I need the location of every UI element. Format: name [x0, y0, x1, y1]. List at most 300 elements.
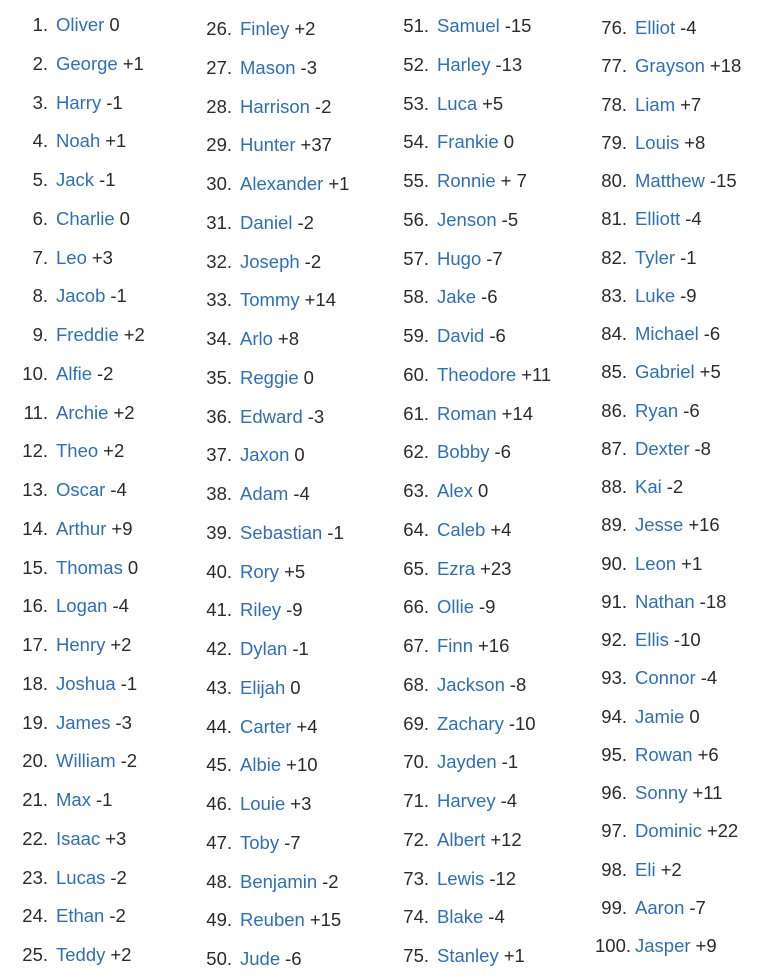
rank-change: -6 [285, 948, 302, 969]
rank-change: -1 [99, 169, 116, 190]
list-item [595, 90, 701, 120]
rank-number: 75. [403, 945, 429, 966]
rank-change: +8 [277, 328, 299, 349]
list-item [0, 49, 144, 79]
rank-number: 23. [22, 866, 48, 888]
rank-change: -2 [666, 476, 684, 497]
rank-number: 49. [206, 909, 232, 931]
rank-change: +4 [296, 715, 318, 737]
list-item [0, 940, 131, 970]
rank-number: 58. [403, 286, 429, 308]
list-item [195, 92, 331, 122]
rank-change: +2 [660, 858, 682, 880]
baby-name: Max [56, 789, 91, 810]
list-item [595, 319, 720, 349]
rank-change: +18 [709, 55, 742, 77]
rank-number: 48. [206, 870, 232, 892]
baby-name: Jude [240, 948, 281, 969]
list-item [595, 931, 717, 961]
rank-number: 72. [403, 828, 429, 850]
rank-change: +1 [328, 173, 350, 194]
rank-number: 67. [403, 635, 429, 656]
list-item [395, 515, 511, 545]
list-item [395, 166, 527, 196]
rank-change: -1 [501, 751, 519, 773]
rank-change: + 7 [500, 170, 527, 191]
rank-number: 63. [403, 480, 429, 501]
rank-number: 94. [601, 705, 627, 727]
list-item [595, 13, 697, 43]
rank-number: 34. [206, 328, 232, 349]
list-item [595, 434, 711, 464]
rank-change: +7 [680, 93, 702, 115]
baby-name: Jackson [437, 673, 505, 695]
rank-number: 1. [32, 14, 48, 35]
rank-number: 47. [206, 831, 232, 853]
list-item [0, 126, 126, 156]
baby-name: Nathan [635, 590, 695, 612]
rank-change: +2 [103, 440, 125, 462]
baby-name: Frankie [437, 131, 499, 153]
rank-change: -13 [495, 53, 523, 75]
list-item [195, 518, 344, 548]
list-item [195, 557, 305, 587]
baby-name: Louis [635, 131, 680, 153]
rank-change: -6 [481, 286, 498, 308]
rank-change: -2 [120, 750, 138, 772]
rank-change: +4 [490, 518, 512, 540]
baby-name: Grayson [635, 55, 705, 77]
list-item [0, 746, 137, 776]
rank-number: 80. [601, 170, 627, 191]
rank-number: 66. [403, 596, 429, 618]
rank-change: -3 [300, 56, 317, 78]
rank-change: -2 [109, 905, 126, 927]
baby-name: Harrison [240, 95, 310, 117]
rank-number: 91. [601, 590, 627, 612]
baby-name: Hunter [240, 134, 296, 156]
rank-number: 10. [22, 362, 48, 384]
rank-number: 7. [32, 246, 48, 268]
list-item [195, 363, 314, 393]
baby-name: Leo [56, 246, 87, 268]
baby-name: Alfie [56, 362, 92, 384]
list-item [595, 816, 738, 846]
list-item [395, 360, 551, 390]
rank-change: -10 [673, 629, 701, 650]
baby-name: Reuben [240, 909, 305, 931]
rank-change: -10 [508, 712, 536, 734]
rank-number: 78. [601, 93, 627, 115]
list-item [595, 472, 683, 502]
rank-change: -9 [286, 599, 303, 621]
list-item [395, 670, 526, 700]
rank-number: 43. [206, 676, 232, 698]
rank-change: -7 [486, 247, 503, 269]
rank-change: -2 [304, 250, 322, 272]
rank-change: -15 [709, 170, 737, 191]
baby-name: Joseph [240, 250, 300, 272]
rank-number: 77. [601, 55, 627, 77]
baby-name: Sebastian [240, 521, 323, 543]
baby-name: Oliver [56, 14, 105, 35]
rank-number: 89. [601, 514, 627, 536]
list-item [0, 553, 138, 583]
baby-name: Finley [240, 18, 290, 39]
rank-change: +2 [113, 401, 135, 423]
list-item [395, 321, 506, 351]
rank-number: 27. [206, 56, 232, 78]
list-item [395, 282, 498, 312]
baby-name: Eli [635, 858, 656, 880]
rank-change: -1 [110, 285, 127, 307]
list-item [0, 901, 126, 931]
rank-number: 51. [403, 15, 429, 36]
rank-change: -1 [292, 638, 309, 659]
rank-change: +1 [105, 130, 127, 152]
baby-name: Jenson [437, 208, 497, 230]
list-item [595, 357, 721, 387]
baby-name: Joshua [56, 672, 116, 694]
rank-change: +9 [695, 935, 717, 956]
list-item [0, 10, 120, 40]
rank-change: +23 [480, 557, 512, 579]
rank-number: 95. [601, 743, 627, 765]
baby-name: David [437, 325, 485, 346]
list-item [195, 750, 318, 780]
baby-name: Henry [56, 634, 106, 655]
rank-number: 3. [32, 91, 48, 113]
rank-number: 24. [22, 905, 48, 927]
rank-number: 83. [601, 284, 627, 306]
baby-name: Jesse [635, 514, 684, 536]
baby-name: Archie [56, 401, 109, 423]
rank-number: 68. [403, 673, 429, 695]
baby-name: Reggie [240, 366, 299, 388]
rank-number: 87. [601, 437, 627, 459]
list-item [0, 243, 113, 273]
baby-name: James [56, 711, 111, 733]
list-item [195, 712, 318, 742]
rank-change: 0 [294, 444, 305, 466]
rank-change: 0 [478, 480, 489, 501]
baby-name: Theodore [437, 363, 517, 385]
list-item [595, 396, 700, 426]
rank-change: -4 [293, 483, 310, 504]
rank-change: -4 [680, 17, 697, 38]
rank-change: +3 [91, 246, 113, 268]
baby-name: Rowan [635, 743, 693, 765]
baby-name: Liam [635, 93, 676, 115]
baby-name: Arthur [56, 517, 107, 539]
baby-name: Isaac [56, 827, 101, 849]
baby-name: Connor [635, 667, 696, 689]
rank-number: 26. [206, 18, 232, 39]
rank-change: 0 [119, 207, 130, 229]
list-item [195, 867, 339, 897]
list-item [0, 204, 130, 234]
list-item [0, 436, 124, 466]
list-item [0, 165, 116, 195]
baby-name: Lewis [437, 867, 485, 889]
rank-change: -7 [284, 831, 301, 853]
baby-name: Elliot [635, 17, 676, 38]
rank-number: 52. [403, 53, 429, 75]
rank-change: -3 [115, 711, 132, 733]
list-item [195, 595, 303, 625]
rank-number: 53. [403, 92, 429, 114]
list-item [0, 630, 131, 660]
baby-name: Dominic [635, 820, 702, 842]
rank-change: +22 [706, 820, 739, 842]
rank-number: 90. [601, 552, 627, 574]
baby-name: Zachary [437, 712, 504, 734]
rank-number: 85. [601, 361, 627, 383]
rank-number: 41. [206, 599, 232, 621]
rank-number: 39. [206, 521, 232, 543]
rank-change: +11 [521, 363, 552, 385]
rank-change: -8 [694, 437, 711, 459]
rank-change: -4 [700, 667, 718, 689]
rank-number: 70. [403, 751, 429, 773]
baby-name: Carter [240, 715, 292, 737]
baby-name: Caleb [437, 518, 486, 540]
list-item [0, 320, 145, 350]
rank-change: -9 [680, 284, 697, 306]
baby-name: Kai [635, 476, 662, 497]
list-item [195, 247, 321, 277]
rank-number: 15. [22, 556, 48, 578]
rank-number: 4. [32, 130, 48, 152]
list-item [595, 893, 706, 923]
baby-name: Samuel [437, 15, 500, 36]
list-item [395, 825, 522, 855]
list-item [395, 399, 533, 429]
list-item [395, 786, 517, 816]
rank-number: 18. [22, 672, 48, 694]
list-item [195, 324, 299, 354]
list-item [595, 549, 702, 579]
list-item [395, 476, 488, 506]
baby-name: Elijah [240, 676, 286, 698]
baby-name: Ezra [437, 557, 476, 579]
rank-number: 31. [206, 211, 232, 233]
baby-name: Jamie [635, 705, 685, 727]
rank-change: +14 [501, 402, 534, 424]
rank-change: +10 [286, 754, 318, 776]
rank-number: 30. [206, 173, 232, 194]
list-item [395, 554, 511, 584]
rank-number: 42. [206, 638, 232, 659]
rank-number: 93. [601, 667, 627, 689]
list-item [195, 634, 309, 664]
list-item [195, 440, 305, 470]
rank-number: 12. [22, 440, 48, 462]
list-item [595, 587, 726, 617]
baby-name: Ryan [635, 399, 679, 421]
baby-name: Alexander [240, 173, 324, 194]
rank-number: 71. [403, 790, 429, 811]
rank-number: 8. [32, 285, 48, 307]
list-item [0, 398, 135, 428]
list-item [195, 673, 301, 703]
list-item [595, 778, 722, 808]
rank-change: +2 [110, 634, 132, 655]
list-item [395, 864, 516, 894]
rank-change: -4 [500, 790, 518, 811]
rank-number: 98. [601, 858, 627, 880]
baby-name: Noah [56, 130, 101, 152]
baby-name: Theo [56, 440, 99, 462]
baby-name: Luca [437, 92, 478, 114]
rank-change: +37 [300, 134, 332, 156]
baby-name: Mason [240, 56, 296, 78]
rank-change: -6 [703, 323, 721, 344]
rank-number: 61. [403, 402, 429, 424]
rank-change: +16 [688, 514, 720, 536]
rank-change: -6 [494, 441, 511, 463]
rank-change: 0 [290, 676, 301, 698]
baby-name: Jaxon [240, 444, 290, 466]
baby-name: Teddy [56, 944, 106, 965]
rank-number: 59. [403, 325, 429, 346]
baby-name: Albie [240, 754, 282, 776]
baby-name: Blake [437, 906, 484, 928]
list-item [595, 855, 682, 885]
baby-name: Jack [56, 169, 95, 190]
list-item [0, 824, 126, 854]
rank-number: 14. [22, 517, 48, 539]
rank-number: 96. [601, 782, 627, 803]
list-item [0, 708, 132, 738]
baby-name: Dylan [240, 638, 288, 659]
rank-number: 38. [206, 483, 232, 504]
list-item [595, 204, 702, 234]
rank-number: 13. [22, 479, 48, 500]
rank-change: -8 [509, 673, 527, 695]
list-item [395, 709, 536, 739]
baby-name: Lucas [56, 866, 106, 888]
list-item [395, 50, 522, 80]
list-item [395, 205, 518, 235]
rank-change: 0 [303, 366, 314, 388]
list-item [195, 905, 341, 935]
baby-name: Charlie [56, 207, 115, 229]
baby-name: Luke [635, 284, 676, 306]
list-item [0, 281, 127, 311]
rank-change: 0 [689, 705, 700, 727]
baby-name: Tommy [240, 289, 300, 311]
baby-name: Arlo [240, 328, 273, 349]
rank-number: 88. [601, 476, 627, 497]
baby-name: Gabriel [635, 361, 695, 383]
list-item [595, 740, 719, 770]
list-item [595, 281, 697, 311]
rank-change: +12 [490, 828, 522, 850]
rank-change: -7 [689, 896, 706, 918]
rank-change: -4 [488, 906, 505, 928]
baby-name: Dexter [635, 437, 690, 459]
baby-name: Oscar [56, 479, 106, 500]
rank-change: 0 [127, 556, 139, 578]
rank-number: 84. [601, 323, 627, 344]
baby-name: Hugo [437, 247, 482, 269]
baby-name: Daniel [240, 211, 293, 233]
rank-change: +11 [692, 782, 723, 803]
rank-change: -4 [112, 595, 129, 617]
rank-number: 46. [206, 793, 232, 814]
rank-number: 11. [23, 401, 48, 423]
list-item [0, 785, 112, 815]
rank-change: -2 [97, 362, 114, 384]
baby-name: William [56, 750, 116, 772]
baby-name: Louie [240, 793, 286, 814]
list-item [395, 11, 531, 41]
list-item [395, 244, 503, 274]
rank-change: -2 [297, 211, 314, 233]
rank-change: +8 [684, 131, 706, 153]
baby-name: Toby [240, 831, 280, 853]
rank-number: 60. [403, 363, 429, 385]
list-item [195, 208, 314, 238]
baby-name: Benjamin [240, 870, 318, 892]
baby-name: Sonny [635, 782, 688, 803]
list-item [195, 402, 324, 432]
rank-number: 92. [601, 629, 627, 650]
rank-number: 37. [206, 444, 232, 466]
rank-number: 64. [403, 518, 429, 540]
rank-number: 45. [206, 754, 232, 776]
rank-number: 32. [206, 250, 232, 272]
rank-number: 74. [403, 906, 429, 928]
list-item [395, 89, 503, 119]
baby-name: Tyler [635, 246, 676, 268]
list-item [395, 592, 495, 622]
rank-number: 29. [206, 134, 232, 156]
baby-name: Elliott [635, 208, 681, 230]
rank-change: +9 [111, 517, 133, 539]
list-item [0, 88, 123, 118]
rank-number: 57. [403, 247, 429, 269]
list-item [595, 510, 720, 540]
rank-change: -6 [489, 325, 506, 346]
list-item [195, 53, 317, 83]
baby-name: Jake [437, 286, 477, 308]
baby-name: Thomas [56, 556, 123, 578]
list-item [195, 789, 311, 819]
rank-change: +2 [294, 18, 316, 39]
baby-name: Matthew [635, 170, 705, 191]
list-item [595, 625, 701, 655]
rank-change: -5 [501, 208, 519, 230]
rank-change: -2 [314, 95, 332, 117]
rank-number: 44. [206, 715, 232, 737]
rank-change: +1 [122, 52, 144, 74]
baby-name: Logan [56, 595, 108, 617]
rank-number: 35. [206, 366, 232, 388]
rank-number: 76. [601, 17, 627, 38]
rank-number: 28. [206, 95, 232, 117]
rank-number: 54. [403, 131, 429, 153]
rank-number: 36. [206, 405, 232, 427]
rank-number: 50. [206, 948, 232, 969]
rank-number: 99. [601, 896, 627, 918]
baby-name: Harvey [437, 790, 496, 811]
rank-change: -1 [327, 521, 344, 543]
rank-change: -6 [683, 399, 700, 421]
rank-number: 25. [22, 944, 48, 965]
rank-number: 62. [403, 441, 429, 463]
